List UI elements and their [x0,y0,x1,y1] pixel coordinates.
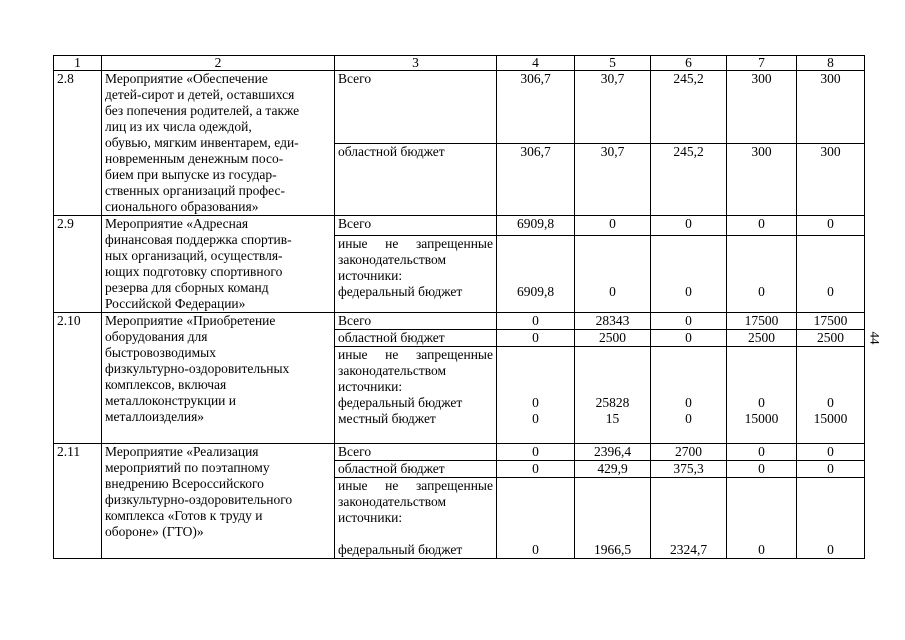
row-number: 2.10 [54,313,102,444]
value-cell: 0 [797,236,865,313]
value-cell: 0 [727,216,797,236]
value-cell: 2500 [575,330,651,347]
header-row [54,56,865,71]
value-cell: 2500 [797,330,865,347]
value-cell: 0 [727,478,797,559]
row-number: 2.9 [54,216,102,313]
value-cell: 0 [497,313,575,330]
value-cell: 300 [727,71,797,144]
table-row [54,313,865,330]
value-cell: 300 [727,143,797,216]
value-cell: 375,3 [651,461,727,478]
value-cell: 30,7 [575,143,651,216]
value-cell: 25828 15 [575,347,651,444]
value-cell: 429,9 [575,461,651,478]
header-cell: 5 [575,56,651,71]
measure-title: Мероприятие «Адресная финансовая поддержка спортив- ных организаций, осуществля- ющих подготовку спортивного резерва для сборных команд Российской Федерации» [102,216,335,313]
value-cell: 6909,8 [497,216,575,236]
value-cell: 30,7 [575,71,651,144]
source-label: Всего [335,444,497,461]
value-cell: 0 15000 [727,347,797,444]
value-cell: 300 [797,71,865,144]
header-cell: 4 [497,56,575,71]
value-cell: 0 [497,478,575,559]
header-cell: 6 [651,56,727,71]
program-table [53,55,865,559]
header-cell: 7 [727,56,797,71]
value-cell: 1966,5 [575,478,651,559]
measure-title: Мероприятие «Обеспечение детей-сирот и детей, оставшихся без попечения родителей, а также лиц из их числа одеждой, обувью, мягким инвентарем, еди- новременным денежным посо- бием при выпуске из государ- ственных организаций профес- сионального образования» [102,71,335,216]
value-cell: 17500 [727,313,797,330]
value-cell: 2500 [727,330,797,347]
source-label: Всего [335,313,497,330]
value-cell: 0 0 [497,347,575,444]
value-cell: 2324,7 [651,478,727,559]
source-label: иные не запрещенные законодательством источники: федеральный бюджет [335,236,497,313]
value-cell: 0 [651,330,727,347]
value-cell: 6909,8 [497,236,575,313]
value-cell: 2396,4 [575,444,651,461]
value-cell: 0 [797,216,865,236]
value-cell: 245,2 [651,143,727,216]
source-label: иные не запрещенные законодательством источники: федеральный бюджет местный бюджет [335,347,497,444]
value-cell: 0 [497,330,575,347]
table-row [54,444,865,461]
value-cell: 0 0 [651,347,727,444]
value-cell: 17500 [797,313,865,330]
value-cell: 0 [797,478,865,559]
table-row [54,216,865,236]
value-cell: 0 [575,216,651,236]
value-cell: 0 [575,236,651,313]
source-label: областной бюджет [335,330,497,347]
value-cell: 300 [797,143,865,216]
header-cell: 1 [54,56,102,71]
table-row [54,71,865,144]
header-cell: 3 [335,56,497,71]
value-cell: 245,2 [651,71,727,144]
value-cell: 0 [727,444,797,461]
value-cell: 0 [727,461,797,478]
source-label: областной бюджет [335,143,497,216]
source-label: областной бюджет [335,461,497,478]
value-cell: 0 [797,461,865,478]
measure-title: Мероприятие «Приобретение оборудования для быстровозводимых физкультурно-оздоровительных комплексов, включая металлоконструкции и металлоизделия» [102,313,335,444]
value-cell: 0 [651,313,727,330]
value-cell: 28343 [575,313,651,330]
value-cell: 0 [651,236,727,313]
value-cell: 0 [497,444,575,461]
value-cell: 2700 [651,444,727,461]
source-label: Всего [335,71,497,144]
source-label: Всего [335,216,497,236]
source-label: иные не запрещенные законодательством источники: федеральный бюджет [335,478,497,559]
header-cell: 2 [102,56,335,71]
value-cell: 0 [797,444,865,461]
value-cell: 0 [497,461,575,478]
row-number: 2.11 [54,444,102,559]
value-cell: 0 [727,236,797,313]
page-number: 44 [867,331,883,345]
value-cell: 306,7 [497,143,575,216]
measure-title: Мероприятие «Реализация мероприятий по поэтапному внедрению Всероссийского физкультурно-оздоровительного комплекса «Готов к труду и обороне» (ГТО)» [102,444,335,559]
value-cell: 0 15000 [797,347,865,444]
header-cell: 8 [797,56,865,71]
value-cell: 306,7 [497,71,575,144]
row-number: 2.8 [54,71,102,216]
value-cell: 0 [651,216,727,236]
